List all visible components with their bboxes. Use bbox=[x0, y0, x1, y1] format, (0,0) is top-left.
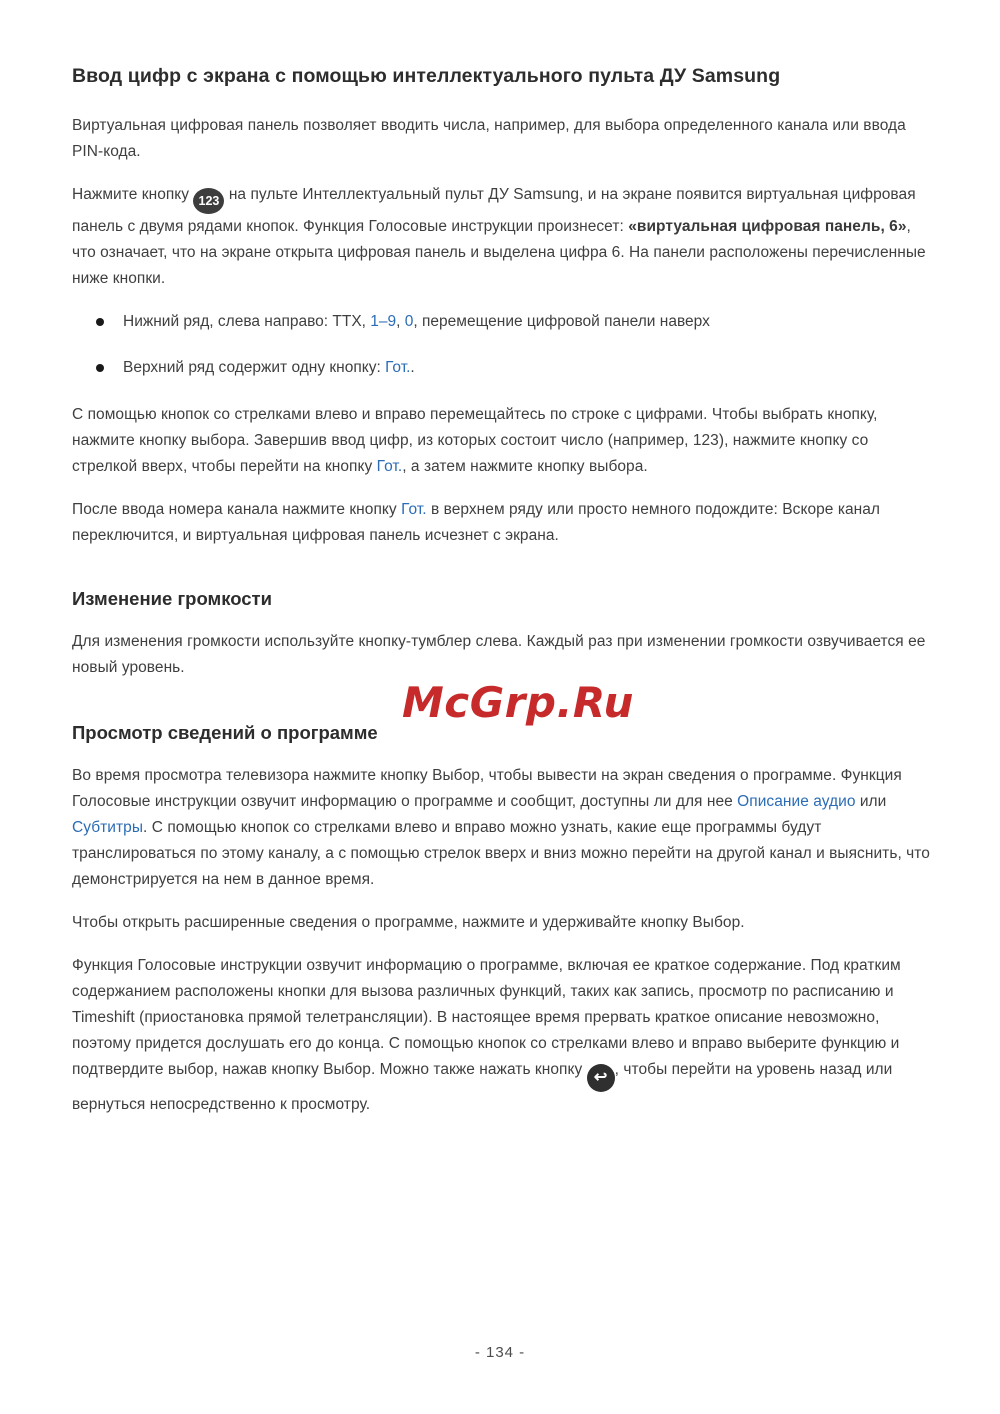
list-item-text: , bbox=[396, 313, 405, 331]
section-title-program-info: Просмотр сведений о программе bbox=[72, 722, 378, 744]
mcgrp-watermark: McGrp.Ru bbox=[402, 678, 634, 727]
list-item-text: . bbox=[410, 359, 415, 377]
paragraph-text: Для изменения громкости используйте кнопку-тумблер слева. Каждый раз при изменении громкости озвучивается ее новый уровень. bbox=[72, 633, 926, 677]
paragraph-text: Во время просмотра телевизора нажмите кнопку Выбор, чтобы вывести на экран сведения о программе. Функция Голосовые инструкции озвучит информацию о программе и сообщит, доступны ли для нее bbox=[72, 767, 902, 811]
list-item-text: , перемещение цифровой панели наверх bbox=[413, 313, 710, 331]
digits-paragraph-3 bbox=[72, 402, 930, 480]
paragraph-text: . С помощью кнопок со стрелками влево и вправо можно узнать, какие еще программы будут транслироваться по этому каналу, а с помощью стрелок вверх и вниз можно перейти на другой канал и выяснить, что демонстрируется на нем в данное время. bbox=[72, 819, 930, 889]
volume-paragraph-1 bbox=[72, 629, 930, 681]
digits-paragraph-2 bbox=[72, 182, 930, 292]
paragraph-text: на пульте Интеллектуальный пульт ДУ Samsung, и на экране появится виртуальная цифровая панель с двумя рядами кнопок. Функция Голосовые инструкции произнесет: bbox=[72, 186, 916, 236]
list-item bbox=[96, 355, 930, 381]
number-pad-123-icon: 123 bbox=[193, 188, 224, 214]
link-subtitles[interactable]: Субтитры bbox=[72, 819, 144, 837]
link-done-button[interactable]: Гот. bbox=[401, 501, 427, 519]
page-number: - 134 - bbox=[474, 1344, 526, 1361]
link-done-button[interactable]: Гот. bbox=[385, 359, 411, 377]
program-paragraph-1 bbox=[72, 763, 930, 893]
paragraph-text: или bbox=[855, 793, 887, 811]
bullet-icon bbox=[96, 364, 104, 372]
link-audio-description[interactable]: Описание аудио bbox=[737, 793, 856, 811]
list-item-text: Нижний ряд, слева направо: TTX, bbox=[123, 313, 371, 331]
digits-paragraph-4 bbox=[72, 497, 930, 549]
page-title: Ввод цифр с экрана с помощью интеллектуального пульта ДУ Samsung bbox=[72, 65, 781, 87]
paragraph-text: Нажмите кнопку bbox=[72, 186, 194, 204]
section-title-volume: Изменение громкости bbox=[72, 588, 272, 610]
list-item-text: Верхний ряд содержит одну кнопку: bbox=[123, 359, 386, 377]
voice-guide-quote-bold: «виртуальная цифровая панель, 6» bbox=[628, 218, 907, 236]
link-digits-1-9[interactable]: 1–9 bbox=[370, 313, 397, 331]
link-done-button[interactable]: Гот. bbox=[376, 458, 403, 476]
paragraph-text: Чтобы открыть расширенные сведения о программе, нажмите и удерживайте кнопку Выбор. bbox=[72, 914, 745, 932]
program-paragraph-3 bbox=[72, 953, 930, 1118]
paragraph-text: После ввода номера канала нажмите кнопку bbox=[72, 501, 402, 519]
paragraph-text: , что означает, что на экране открыта цифровая панель и выделена цифра 6. На панели расположены перечисленные ниже кнопки. bbox=[72, 218, 926, 288]
paragraph-text: в верхнем ряду или просто немного подождите: Вскоре канал переключится, и виртуальная цифровая панель исчезнет с экрана. bbox=[72, 501, 881, 545]
digits-paragraph-1 bbox=[72, 113, 930, 165]
link-digit-0[interactable]: 0 bbox=[404, 313, 414, 331]
return-icon: ↩ bbox=[587, 1064, 615, 1092]
paragraph-text: , чтобы перейти на уровень назад или вернуться непосредственно к просмотру. bbox=[72, 1061, 893, 1114]
button-row-list bbox=[72, 309, 930, 381]
list-item bbox=[96, 309, 930, 335]
paragraph-text: Виртуальная цифровая панель позволяет вводить числа, например, для выбора определенного канала или ввода PIN-кода. bbox=[72, 117, 906, 161]
program-paragraph-2 bbox=[72, 910, 930, 936]
paragraph-text: , а затем нажмите кнопку выбора. bbox=[402, 458, 648, 476]
paragraph-text: С помощью кнопок со стрелками влево и вправо перемещайтесь по строке с цифрами. Чтобы выбрать кнопку, нажмите кнопку выбора. Завершив ввод цифр, из которых состоит число (например, 123), нажмите кнопку со стрелкой вверх, чтобы перейти на кнопку bbox=[72, 406, 878, 476]
paragraph-text: Функция Голосовые инструкции озвучит информацию о программе, включая ее краткое содержание. Под кратким содержанием расположены кнопки для вызова различных функций, таких как запись, просмотр по расписанию и Timeshift (приостановка прямой телетрансляции). В настоящее время прервать краткое описание невозможно, поэтому придется дослушать его до конца. С помощью кнопок со стрелками влево и вправо выберите функцию и подтвердите выбор, нажав кнопку Выбор. Можно также нажать кнопку bbox=[72, 957, 901, 1079]
bullet-icon bbox=[96, 318, 104, 326]
